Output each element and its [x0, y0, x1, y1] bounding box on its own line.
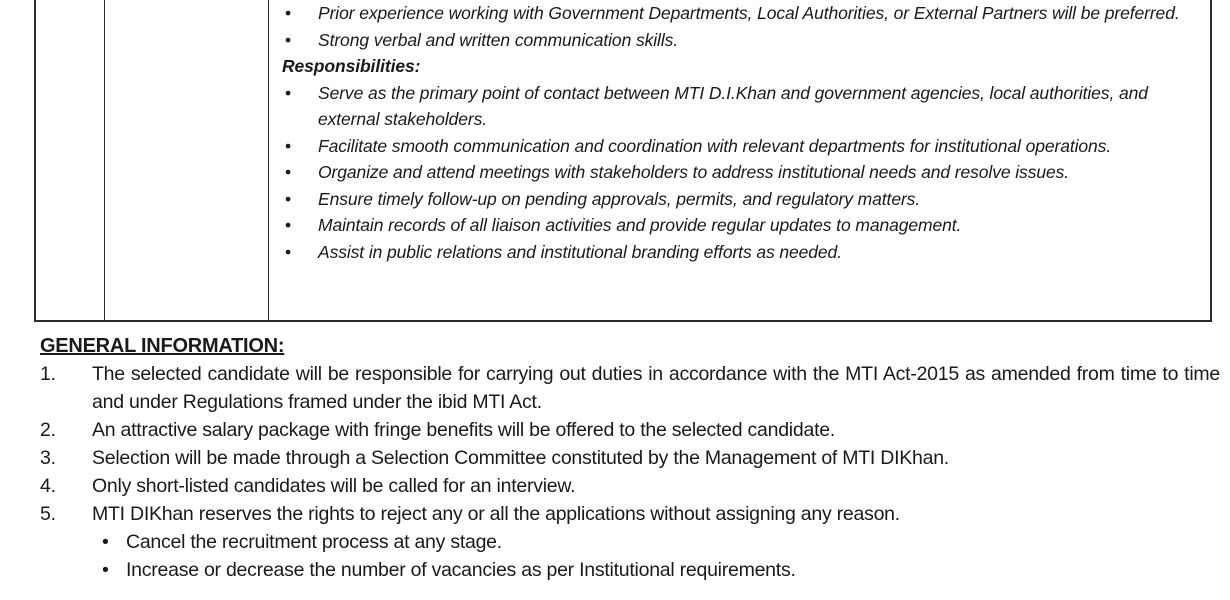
list-item [280, 0, 1206, 27]
item-number: 2. [40, 419, 56, 441]
bullet-icon: • [285, 135, 292, 156]
bullet-icon: • [285, 3, 292, 23]
responsibilities-heading: Responsibilities: [282, 56, 421, 76]
bullet-icon: • [102, 531, 109, 553]
list-item [40, 528, 1220, 556]
sub-item-text: Cancel the recruitment process at any stage. [126, 531, 502, 553]
item-text: Selection will be made through a Selection Committee constituted by the Management of MTI DIKhan. [92, 447, 949, 469]
job-description-cell [280, 0, 1206, 265]
list-item [40, 360, 1220, 416]
responsibility-text: Ensure timely follow-up on pending approvals, permits, and regulatory matters. [318, 188, 921, 209]
item-number: 1. [40, 363, 56, 385]
list-item [280, 159, 1206, 186]
general-information-list [40, 360, 1220, 528]
table-column-divider [268, 0, 269, 320]
section-title: GENERAL INFORMATION: [40, 335, 285, 357]
item-number: 5. [40, 503, 56, 525]
list-item [40, 500, 1220, 528]
responsibility-text: Maintain records of all liaison activities and provide regular updates to management. [318, 215, 962, 235]
list-item [280, 239, 1206, 266]
item-text: Only short-listed candidates will be called for an interview. [92, 475, 576, 497]
bullet-icon: • [102, 559, 109, 581]
reservation-sub-list [40, 528, 1220, 584]
general-information-section [40, 332, 1220, 584]
requirement-text: Strong verbal and written communication skills. [318, 29, 679, 50]
sub-item-text: Increase or decrease the number of vacancies as per Institutional requirements. [126, 559, 796, 581]
requirement-text: Prior experience working with Government Departments, Local Authorities, or External Partners will be preferred. [318, 3, 1180, 23]
bullet-icon: • [285, 215, 292, 235]
item-text: The selected candidate will be responsible for carrying out duties in accordance with the MTI Act-2015 as amended from time to time and under Regulations framed under the ibid MTI Act. [92, 363, 1220, 413]
list-item [40, 472, 1220, 500]
job-details-table [34, 0, 1212, 322]
bullet-icon: • [285, 82, 292, 103]
table-column-divider [104, 0, 105, 320]
requirements-list [280, 0, 1206, 53]
bullet-icon: • [285, 162, 292, 182]
list-item [280, 80, 1206, 133]
list-item [40, 416, 1220, 444]
responsibility-text: Assist in public relations and institutional branding efforts as needed. [318, 241, 842, 262]
list-item [40, 556, 1220, 584]
list-item [280, 186, 1206, 213]
list-item [280, 212, 1206, 239]
responsibility-text: Facilitate smooth communication and coordination with relevant departments for institutional operations. [318, 135, 1112, 156]
responsibility-text: Organize and attend meetings with stakeholders to address institutional needs and resolve issues. [318, 162, 1070, 182]
bullet-icon: • [285, 188, 292, 209]
list-item [280, 27, 1206, 54]
item-number: 4. [40, 475, 56, 497]
responsibilities-list [280, 80, 1206, 266]
list-item [280, 133, 1206, 160]
list-item [40, 444, 1220, 472]
item-number: 3. [40, 447, 56, 469]
responsibility-text: Serve as the primary point of contact between MTI D.I.Khan and government agencies, local authorities, and external stakeholders. [318, 82, 1148, 129]
item-text: MTI DIKhan reserves the rights to reject any or all the applications without assigning any reason. [92, 503, 900, 525]
bullet-icon: • [285, 29, 292, 50]
item-text: An attractive salary package with fringe benefits will be offered to the selected candidate. [92, 419, 836, 441]
bullet-icon: • [285, 241, 292, 262]
